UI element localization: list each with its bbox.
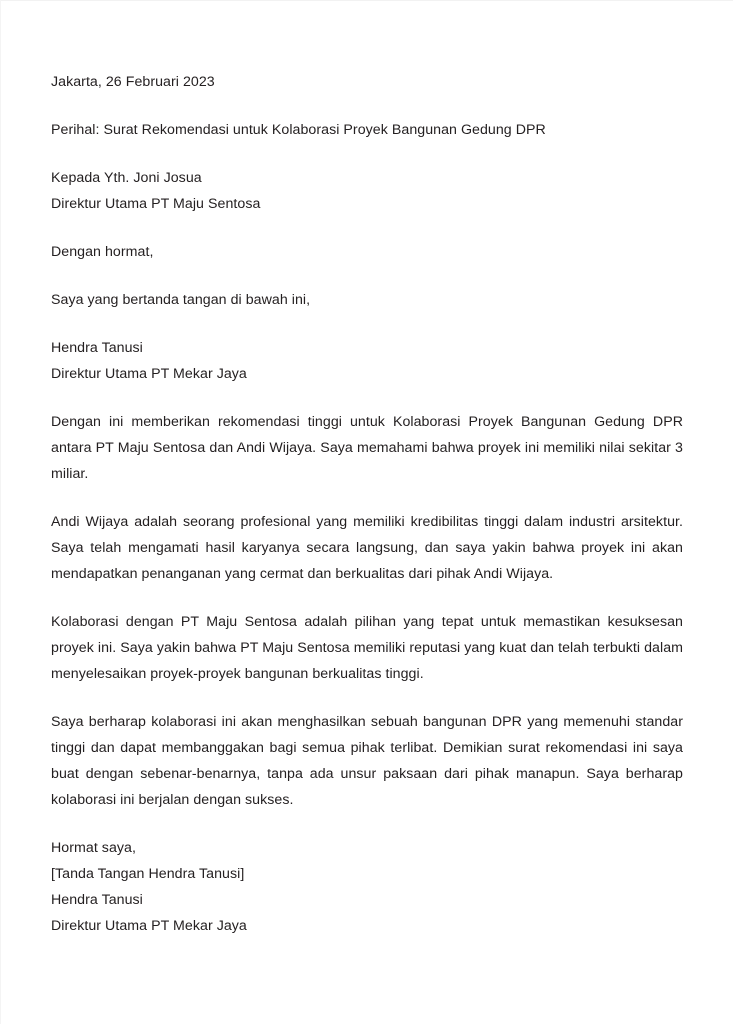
date-line: Jakarta, 26 Februari 2023 <box>51 74 215 90</box>
body-paragraph-3: Kolaborasi dengan PT Maju Sentosa adalah pilihan yang tepat untuk memastikan kesuksesan proyek ini. Saya yakin bahwa PT Maju Sentosa memiliki reputasi yang kuat dan telah terbukti dalam menyelesaikan proyek-proyek bangunan berkualitas tinggi. <box>51 614 683 682</box>
salutation: Dengan hormat, <box>51 244 154 260</box>
page-left-edge <box>0 0 1 1024</box>
declaration-line: Saya yang bertanda tangan di bawah ini, <box>51 292 311 308</box>
spacer-after-subject <box>51 143 683 165</box>
closing-name: Hendra Tanusi <box>51 892 143 908</box>
body-paragraph-4: Saya berharap kolaborasi ini akan menghasilkan sebuah bangunan DPR yang memenuhi standar tinggi dan dapat membanggakan bagi semua pihak terlibat. Demikian surat rekomendasi ini saya buat dengan sebenar-benarnya, tanpa ada unsur paksaan dari pihak manapun. Saya berharap kolaborasi ini berjalan dengan sukses. <box>51 714 683 808</box>
letter-content <box>51 0 683 939</box>
spacer-after-date <box>51 95 683 117</box>
signatory-intro-block <box>51 335 683 387</box>
body-paragraph-1: Dengan ini memberikan rekomendasi tinggi untuk Kolaborasi Proyek Bangunan Gedung DPR antara PT Maju Sentosa dan Andi Wijaya. Saya memahami bahwa proyek ini memiliki nilai sekitar 3 miliar. <box>51 414 683 482</box>
closing-valediction: Hormat saya, <box>51 840 136 856</box>
spacer-after-salutation <box>51 265 683 287</box>
spacer-paragraph-3 <box>51 687 683 709</box>
spacer-before-closing <box>51 813 683 835</box>
spacer-paragraph-2 <box>51 587 683 609</box>
signature-placeholder: [Tanda Tangan Hendra Tanusi] <box>51 866 245 882</box>
closing-title: Direktur Utama PT Mekar Jaya <box>51 918 247 934</box>
closing-block <box>51 835 683 939</box>
recipient-title: Direktur Utama PT Maju Sentosa <box>51 196 261 212</box>
spacer-after-declaration <box>51 313 683 335</box>
signatory-title: Direktur Utama PT Mekar Jaya <box>51 366 247 382</box>
signatory-name: Hendra Tanusi <box>51 340 143 356</box>
recipient-name: Kepada Yth. Joni Josua <box>51 170 202 186</box>
recipient-block <box>51 165 683 217</box>
spacer-after-recipient <box>51 217 683 239</box>
subject-line: Perihal: Surat Rekomendasi untuk Kolaborasi Proyek Bangunan Gedung DPR <box>51 122 546 138</box>
spacer-paragraph-1 <box>51 487 683 509</box>
top-spacer <box>51 0 683 69</box>
spacer-before-body <box>51 387 683 409</box>
body-paragraph-2: Andi Wijaya adalah seorang profesional yang memiliki kredibilitas tinggi dalam industri arsitektur. Saya telah mengamati hasil karyanya secara langsung, dan saya yakin bahwa proyek ini akan mendapatkan penanganan yang cermat dan berkualitas dari pihak Andi Wijaya. <box>51 514 683 582</box>
